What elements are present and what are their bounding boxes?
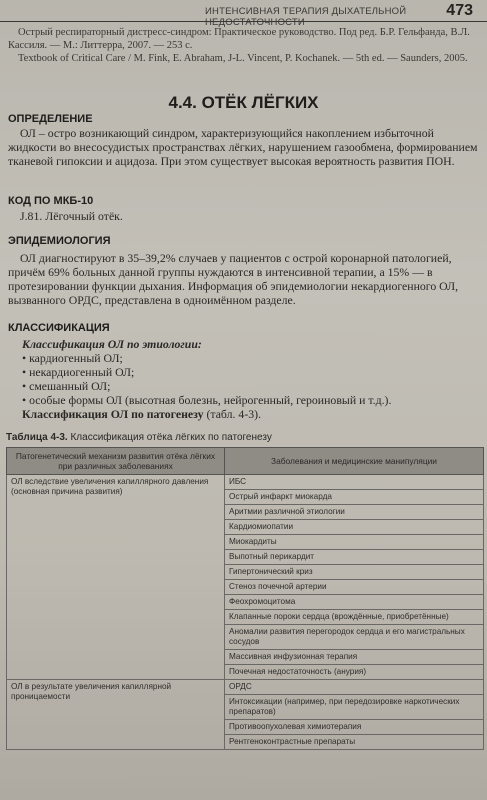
- disease-cell: Массивная инфузионная терапия: [225, 650, 484, 665]
- classification-block: [22, 337, 482, 421]
- section-title: 4.4. ОТЁК ЛЁГКИХ: [168, 93, 319, 112]
- classification-table: [6, 447, 484, 750]
- reference-item: Textbook of Critical Care / M. Fink, E. Abraham, J-L. Vincent, P. Kochanek. — 5th ed. — Saunders, 2005.: [18, 53, 468, 64]
- epidemiology-heading: ЭПИДЕМИОЛОГИЯ: [8, 235, 111, 247]
- disease-cell: Выпотный перикардит: [225, 550, 484, 565]
- disease-cell: Гипертонический криз: [225, 565, 484, 580]
- disease-cell: Аномалии развития перегородок сердца и его магистральных сосудов: [225, 625, 484, 650]
- table-header-row: [7, 448, 484, 475]
- etiology-item: • некардиогенный ОЛ;: [22, 365, 135, 379]
- references: [8, 26, 478, 65]
- mechanism-cell: ОЛ в результате увеличения капиллярной проницаемости: [7, 680, 225, 750]
- table-caption-text: Классификация отёка лёгких по патогенезу: [67, 432, 272, 443]
- pathogenesis-table-ref: (табл. 4-3).: [203, 407, 262, 421]
- table-caption-label: Таблица 4-3.: [6, 432, 68, 443]
- definition-heading: ОПРЕДЕЛЕНИЕ: [8, 113, 93, 125]
- etiology-item: • особые формы ОЛ (высотная болезнь, нейрогенный, героиновый и т.д.).: [22, 393, 392, 407]
- pathogenesis-subheading: Классификация ОЛ по патогенезу: [22, 407, 204, 421]
- table-header-mechanism: Патогенетический механизм развития отёка лёгких при различных заболеваниях: [7, 448, 225, 475]
- mechanism-cell: ОЛ вследствие увеличения капиллярного давления (основная причина развития): [7, 475, 225, 680]
- disease-cell: Острый инфаркт миокарда: [225, 490, 484, 505]
- table-row: [7, 475, 484, 490]
- disease-cell: Миокардиты: [225, 535, 484, 550]
- disease-cell: Рентгеноконтрастные препараты: [225, 735, 484, 750]
- reference-item: Острый респираторный дистресс-синдром: Практическое руководство. Под ред. Б.Р. Гельфанда, В.Л. Кассиля. — М.: Литтерра, 2007. — 253 с.: [8, 27, 470, 51]
- disease-cell: ИБС: [225, 475, 484, 490]
- icd-heading: КОД ПО МКБ-10: [8, 195, 94, 207]
- disease-cell: Кардиомиопатии: [225, 520, 484, 535]
- icd-text: J.81. Лёгочный отёк.: [20, 209, 123, 223]
- disease-cell: Аритмии различной этиологии: [225, 505, 484, 520]
- page-number: 473: [446, 2, 473, 19]
- disease-cell: Клапанные пороки сердца (врождённые, приобретённые): [225, 610, 484, 625]
- pathogenesis-line: [22, 407, 482, 421]
- table-caption: [6, 432, 272, 443]
- definition-text: ОЛ – остро возникающий синдром, характеризующийся накоплением избыточной жидкости во внесосудистых пространствах лёгких, нарушением газообмена, формированием тканевой гипоксии и ацидоза. При этом существует высокая вероятность развития ПОН.: [8, 126, 478, 168]
- table-header-diseases: Заболевания и медицинские манипуляции: [225, 448, 484, 475]
- etiology-subheading: Классификация ОЛ по этиологии:: [22, 337, 202, 351]
- running-title: ИНТЕНСИВНАЯ ТЕРАПИЯ ДЫХАТЕЛЬНОЙ НЕДОСТАТОЧНОСТИ: [205, 6, 407, 28]
- disease-cell: Феохромоцитома: [225, 595, 484, 610]
- disease-cell: Стеноз почечной артерии: [225, 580, 484, 595]
- disease-cell: Противоопухолевая химиотерапия: [225, 720, 484, 735]
- table-row: [7, 680, 484, 695]
- etiology-item: • смешанный ОЛ;: [22, 379, 111, 393]
- disease-cell: Интоксикации (например, при передозировке наркотических препаратов): [225, 695, 484, 720]
- etiology-item: • кардиогенный ОЛ;: [22, 351, 123, 365]
- classification-heading: КЛАССИФИКАЦИЯ: [8, 322, 110, 334]
- disease-cell: ОРДС: [225, 680, 484, 695]
- disease-cell: Почечная недостаточность (анурия): [225, 665, 484, 680]
- epidemiology-text: ОЛ диагностируют в 35–39,2% случаев у пациентов с острой коронарной патологией, причём 69% больных данной группы нуждаются в интенсивной терапии, а 15% — в протезировании функции дыхания. Информация об эпидемиологии некардиогенного ОЛ, вызванного ОРДС, представлена в одноимённом разделе.: [8, 251, 459, 307]
- running-header: [0, 0, 487, 28]
